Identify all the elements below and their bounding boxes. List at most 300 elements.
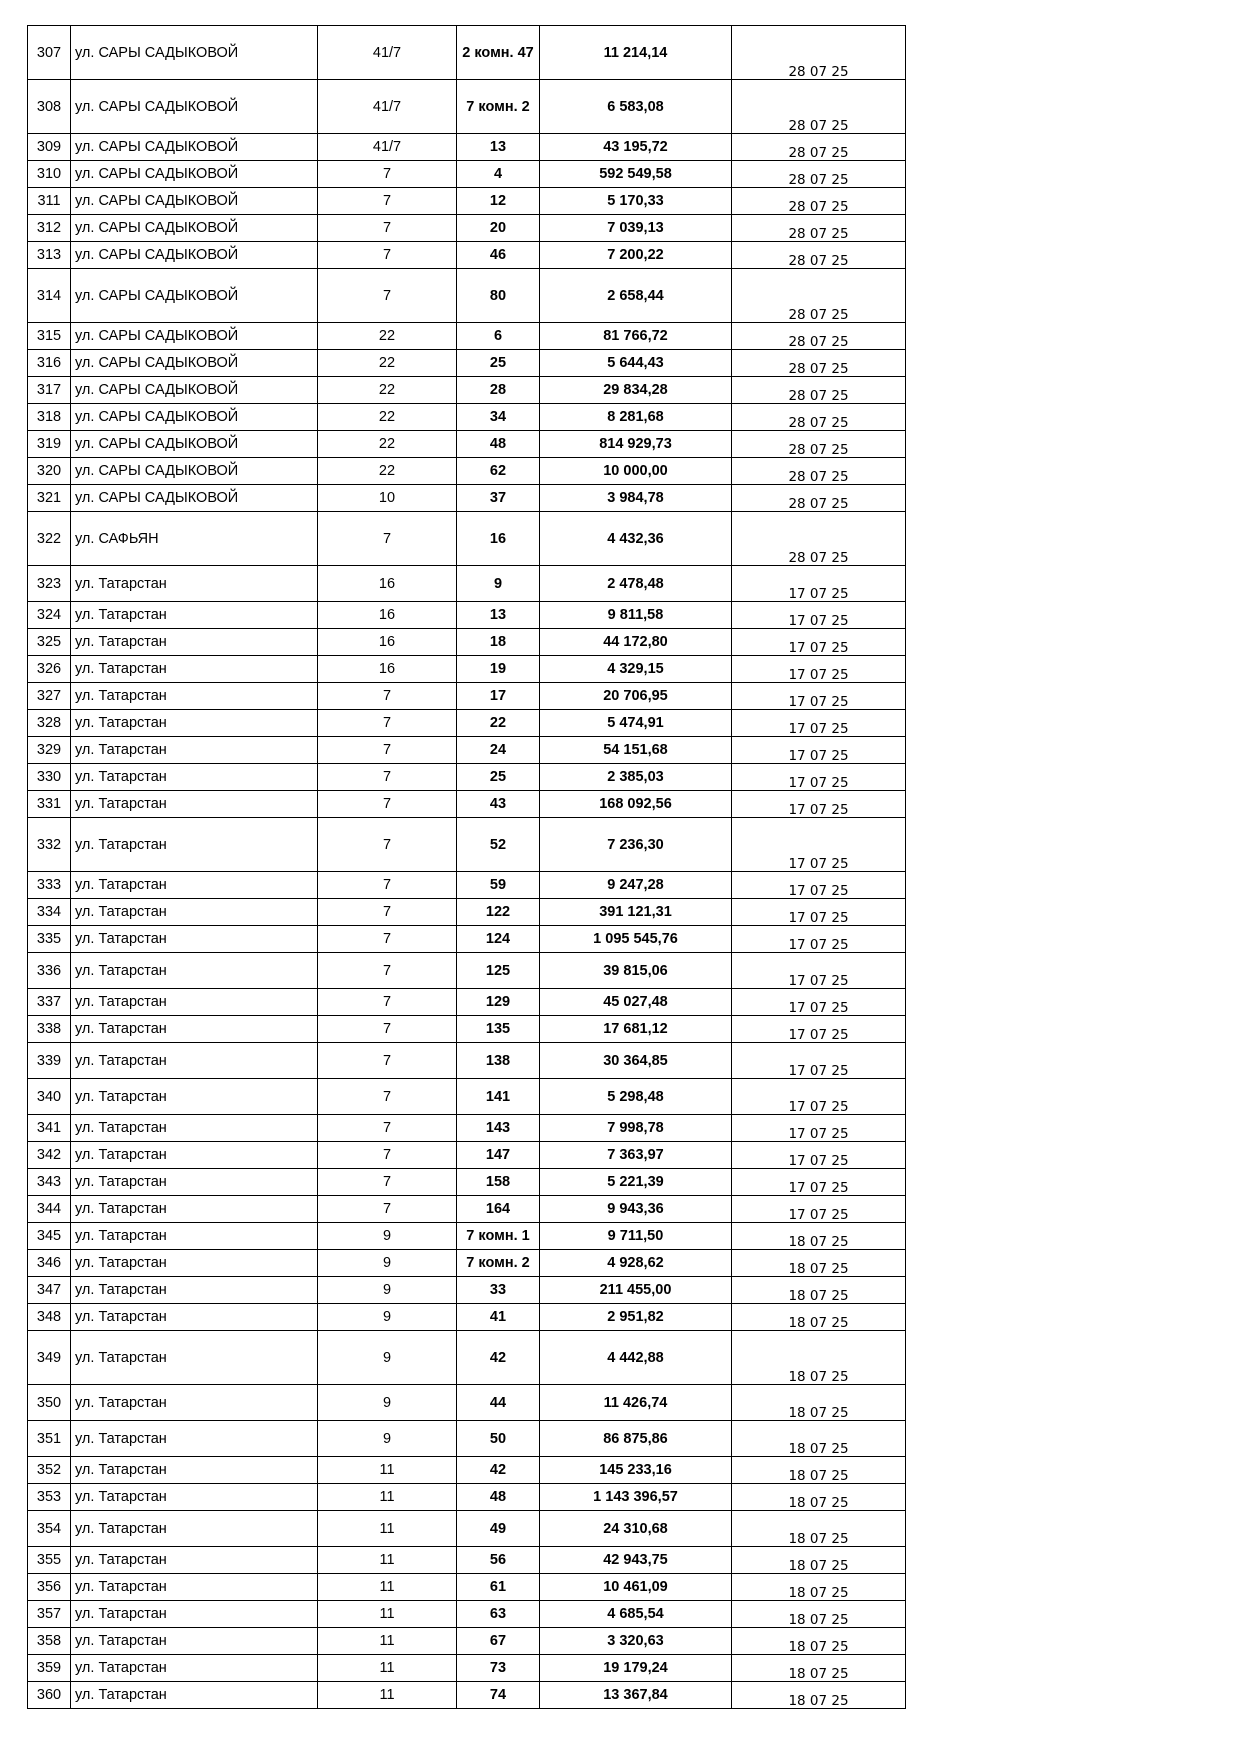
house-number: 9 [382,1430,392,1447]
date-cell [732,1142,906,1169]
debt-amount-cell [540,350,732,377]
debt-amount-cell [540,1169,732,1196]
apartment-number: 74 [489,1687,507,1703]
row-number-cell [28,629,71,656]
apartment-number: 124 [485,931,511,947]
street-name-cell [71,1457,318,1484]
table-row [28,989,906,1016]
date-cell [732,629,906,656]
table-row [28,1385,906,1421]
date-cell [732,872,906,899]
street-name-cell [71,872,318,899]
street-name-cell [71,1115,318,1142]
street-name: ул. Татарстан [75,1147,167,1163]
apartment-number-cell [457,1655,540,1682]
house-number-cell [318,737,457,764]
date-cell [732,1547,906,1574]
house-number: 7 [382,931,392,947]
date: 28 07 25 [788,496,849,512]
table-row [28,1601,906,1628]
house-number: 7 [382,530,392,547]
apartment-number: 28 [489,382,507,398]
date: 18 07 25 [788,1495,849,1511]
row-number-cell [28,1142,71,1169]
apartment-number: 24 [489,742,507,758]
table-row [28,899,906,926]
row-number: 341 [36,1120,62,1136]
street-name: ул. САФЬЯН [75,530,159,547]
street-name-cell [71,1223,318,1250]
debt-amount: 814 929,73 [599,436,672,452]
street-name-cell [71,737,318,764]
date: 28 07 25 [788,469,849,485]
house-number: 11 [379,1579,395,1595]
house-number: 7 [382,836,392,853]
street-name: ул. Татарстан [75,742,167,758]
apartment-number: 158 [485,1174,511,1190]
row-number: 355 [36,1552,62,1568]
row-number: 324 [36,607,62,623]
row-number-cell [28,1511,71,1547]
table-row [28,215,906,242]
house-number: 7 [382,742,392,758]
street-name-cell [71,1304,318,1331]
apartment-number-cell [457,953,540,989]
table-row [28,1547,906,1574]
street-name-cell [71,629,318,656]
house-number-cell [318,710,457,737]
debt-amount-cell [540,1223,732,1250]
debt-amount: 1 143 396,57 [593,1489,678,1505]
debt-amount-cell [540,1196,732,1223]
row-number-cell [28,1016,71,1043]
debt-amount: 9 811,58 [607,607,664,623]
row-number: 321 [36,490,62,506]
date: 18 07 25 [788,1261,849,1277]
debt-amount: 5 474,91 [607,715,664,731]
row-number-cell [28,1484,71,1511]
table-row [28,1043,906,1079]
street-name-cell [71,1277,318,1304]
house-number-cell [318,1016,457,1043]
street-name: ул. Татарстан [75,994,167,1010]
date-cell [732,512,906,566]
street-name: ул. САРЫ САДЫКОВОЙ [75,382,239,398]
apartment-number-cell [457,134,540,161]
table-row [28,926,906,953]
house-number-cell [318,377,457,404]
row-number-cell [28,1385,71,1421]
house-number-cell [318,431,457,458]
apartment-number-cell [457,989,540,1016]
house-number: 7 [382,247,392,263]
row-number-cell [28,1457,71,1484]
row-number-cell [28,1655,71,1682]
row-number-cell [28,818,71,872]
house-number-cell [318,818,457,872]
street-name: ул. Татарстан [75,688,167,704]
date-cell [732,1169,906,1196]
house-number: 7 [382,287,392,304]
house-number: 11 [379,1520,395,1537]
table-row [28,512,906,566]
debt-amount-cell [540,458,732,485]
debt-amount: 7 998,78 [607,1120,664,1136]
apartment-number: 25 [489,355,507,371]
date-cell [732,26,906,80]
house-number-cell [318,872,457,899]
house-number: 9 [382,1309,392,1325]
street-name: ул. Татарстан [75,575,167,592]
street-name-cell [71,602,318,629]
table-row [28,1682,906,1709]
house-number-cell [318,899,457,926]
row-number-cell [28,1277,71,1304]
date-cell [732,1682,906,1709]
house-number: 7 [382,1120,392,1136]
row-number: 317 [36,382,62,398]
row-number: 349 [36,1349,62,1366]
house-number-cell [318,1250,457,1277]
row-number: 329 [36,742,62,758]
row-number: 315 [36,328,62,344]
apartment-number: 22 [489,715,507,731]
street-name: ул. САРЫ САДЫКОВОЙ [75,328,239,344]
house-number-cell [318,989,457,1016]
debt-amount: 4 432,36 [607,530,664,547]
debt-amount: 11 426,74 [603,1394,668,1411]
date: 28 07 25 [788,307,849,323]
row-number: 308 [36,98,62,115]
street-name-cell [71,1628,318,1655]
street-name: ул. САРЫ САДЫКОВОЙ [75,98,239,115]
house-number-cell [318,953,457,989]
house-number: 16 [378,634,396,650]
street-name-cell [71,1196,318,1223]
date: 28 07 25 [788,64,849,80]
street-name: ул. САРЫ САДЫКОВОЙ [75,166,239,182]
debt-amount-cell [540,269,732,323]
apartment-number-cell [457,1511,540,1547]
apartment-number: 7 комн. 1 [466,1228,530,1244]
date-cell [732,242,906,269]
row-number-cell [28,710,71,737]
date: 18 07 25 [788,1441,849,1457]
house-number: 16 [378,661,396,677]
debt-amount: 2 385,03 [607,769,664,785]
date: 17 07 25 [788,1000,849,1016]
street-name: ул. САРЫ САДЫКОВОЙ [75,193,239,209]
street-name-cell [71,350,318,377]
apartment-number-cell [457,1277,540,1304]
apartment-number-cell [457,26,540,80]
date-cell [732,710,906,737]
table-row [28,764,906,791]
table-row [28,872,906,899]
apartment-number-cell [457,656,540,683]
table-row [28,737,906,764]
row-number: 310 [36,166,62,182]
debt-amount: 7 200,22 [607,247,664,263]
street-name: ул. Татарстан [75,769,167,785]
row-number: 323 [36,575,62,592]
apartment-number: 20 [489,220,507,236]
house-number-cell [318,1142,457,1169]
apartment-number-cell [457,872,540,899]
row-number-cell [28,764,71,791]
street-name: ул. Татарстан [75,1255,167,1271]
table-row [28,1016,906,1043]
date-cell [732,1331,906,1385]
debt-amount: 4 928,62 [607,1255,664,1271]
row-number-cell [28,485,71,512]
table-row [28,485,906,512]
row-number-cell [28,566,71,602]
date: 28 07 25 [788,334,849,350]
row-number-cell [28,1250,71,1277]
row-number: 326 [36,661,62,677]
debt-amount: 9 247,28 [607,877,664,893]
debt-amount: 5 644,43 [607,355,664,371]
street-name: ул. Татарстан [75,1228,167,1244]
debt-amount-cell [540,323,732,350]
apartment-number: 122 [485,904,511,920]
table-row [28,683,906,710]
street-name: ул. Татарстан [75,1394,167,1411]
table-row [28,1250,906,1277]
street-name-cell [71,215,318,242]
date-cell [732,1574,906,1601]
house-number-cell [318,1601,457,1628]
apartment-number-cell [457,242,540,269]
debt-amount: 211 455,00 [599,1282,672,1298]
date: 17 07 25 [788,640,849,656]
street-name: ул. Татарстан [75,1552,167,1568]
debt-amount-cell [540,26,732,80]
date: 18 07 25 [788,1315,849,1331]
street-name-cell [71,404,318,431]
apartment-number-cell [457,818,540,872]
street-name: ул. Татарстан [75,1520,167,1537]
street-name-cell [71,1142,318,1169]
table-row [28,350,906,377]
street-name: ул. САРЫ САДЫКОВОЙ [75,436,239,452]
street-name: ул. САРЫ САДЫКОВОЙ [75,355,239,371]
street-name: ул. Татарстан [75,1120,167,1136]
house-number-cell [318,1115,457,1142]
row-number-cell [28,323,71,350]
street-name-cell [71,1331,318,1385]
debt-amount-cell [540,242,732,269]
apartment-number-cell [457,683,540,710]
apartment-number-cell [457,1304,540,1331]
street-name-cell [71,989,318,1016]
table-row [28,953,906,989]
house-number: 22 [378,355,396,371]
debt-amount-cell [540,737,732,764]
date: 28 07 25 [788,226,849,242]
house-number: 9 [382,1228,392,1244]
row-number-cell [28,1628,71,1655]
house-number: 9 [382,1394,392,1411]
apartment-number-cell [457,431,540,458]
street-name-cell [71,764,318,791]
street-name: ул. Татарстан [75,931,167,947]
row-number: 314 [36,287,62,304]
row-number-cell [28,953,71,989]
date-cell [732,215,906,242]
apartment-number-cell [457,1115,540,1142]
table-row [28,1196,906,1223]
date: 18 07 25 [788,1639,849,1655]
house-number-cell [318,602,457,629]
date: 17 07 25 [788,586,849,602]
house-number: 7 [382,193,392,209]
debt-amount-cell [540,791,732,818]
date-cell [732,1277,906,1304]
street-name-cell [71,899,318,926]
date: 17 07 25 [788,667,849,683]
house-number: 22 [378,463,396,479]
house-number-cell [318,1169,457,1196]
row-number-cell [28,1304,71,1331]
apartment-number: 141 [485,1088,511,1105]
debt-amount-cell [540,134,732,161]
apartment-number: 143 [485,1120,511,1136]
apartment-number-cell [457,629,540,656]
street-name-cell [71,1421,318,1457]
debt-amount: 4 685,54 [607,1606,664,1622]
debt-amount: 145 233,16 [599,1462,672,1478]
debt-amount-cell [540,818,732,872]
table-row [28,1511,906,1547]
street-name-cell [71,377,318,404]
apartment-number: 37 [489,490,507,506]
house-number-cell [318,1655,457,1682]
row-number: 316 [36,355,62,371]
debt-amount: 5 298,48 [607,1088,664,1105]
apartment-number-cell [457,710,540,737]
date-cell [732,656,906,683]
date: 18 07 25 [788,1369,849,1385]
house-number-cell [318,161,457,188]
house-number: 11 [379,1687,395,1703]
debt-amount: 592 549,58 [599,166,672,182]
row-number-cell [28,431,71,458]
house-number: 7 [382,1201,392,1217]
house-number-cell [318,188,457,215]
date-cell [732,818,906,872]
row-number: 343 [36,1174,62,1190]
street-name: ул. САРЫ САДЫКОВОЙ [75,44,239,61]
house-number: 22 [378,328,396,344]
date: 28 07 25 [788,550,849,566]
debt-amount: 45 027,48 [603,994,668,1010]
apartment-number-cell [457,1142,540,1169]
apartment-number: 6 [493,328,503,344]
apartment-number-cell [457,1079,540,1115]
street-name: ул. САРЫ САДЫКОВОЙ [75,463,239,479]
date-cell [732,1043,906,1079]
row-number-cell [28,350,71,377]
row-number-cell [28,1547,71,1574]
street-name-cell [71,431,318,458]
debt-amount-cell [540,377,732,404]
debt-amount-cell [540,764,732,791]
row-number-cell [28,737,71,764]
street-name-cell [71,323,318,350]
debt-amount: 7 236,30 [607,836,664,853]
house-number-cell [318,1223,457,1250]
house-number: 11 [379,1552,395,1568]
row-number: 354 [36,1520,62,1537]
house-number-cell [318,1574,457,1601]
debt-amount-cell [540,1331,732,1385]
street-name-cell [71,1601,318,1628]
apartment-number: 73 [489,1660,507,1676]
row-number: 337 [36,994,62,1010]
debt-amount: 1 095 545,76 [593,931,678,947]
debt-amount: 86 875,86 [603,1430,668,1447]
street-name: ул. Татарстан [75,796,167,812]
row-number: 327 [36,688,62,704]
date: 18 07 25 [788,1531,849,1547]
debt-amount: 13 367,84 [603,1687,668,1703]
street-name-cell [71,1574,318,1601]
table-row [28,1628,906,1655]
street-name-cell [71,1547,318,1574]
apartment-number-cell [457,1547,540,1574]
debt-amount-cell [540,602,732,629]
house-number-cell [318,1277,457,1304]
date-cell [732,404,906,431]
street-name-cell [71,818,318,872]
debt-amount: 8 281,68 [607,409,664,425]
row-number: 313 [36,247,62,263]
apartment-number: 138 [485,1052,511,1069]
date-cell [732,1511,906,1547]
date: 28 07 25 [788,361,849,377]
street-name: ул. Татарстан [75,661,167,677]
street-name-cell [71,26,318,80]
street-name-cell [71,485,318,512]
street-name-cell [71,791,318,818]
apartment-number: 52 [489,836,507,853]
apartment-number-cell [457,1196,540,1223]
table-row [28,1655,906,1682]
date-cell [732,683,906,710]
apartment-number: 17 [489,688,507,704]
apartment-number-cell [457,1331,540,1385]
row-number: 318 [36,409,62,425]
debt-amount: 81 766,72 [603,328,668,344]
house-number-cell [318,1043,457,1079]
table-row [28,1142,906,1169]
house-number-cell [318,1682,457,1709]
row-number: 358 [36,1633,62,1649]
debt-amount-cell [540,1277,732,1304]
debt-amount-cell [540,1484,732,1511]
row-number-cell [28,602,71,629]
apartment-number-cell [457,1250,540,1277]
street-name-cell [71,1079,318,1115]
apartment-number-cell [457,512,540,566]
table-row [28,269,906,323]
row-number-cell [28,188,71,215]
table-row [28,1331,906,1385]
house-number: 16 [378,607,396,623]
apartment-number-cell [457,1016,540,1043]
